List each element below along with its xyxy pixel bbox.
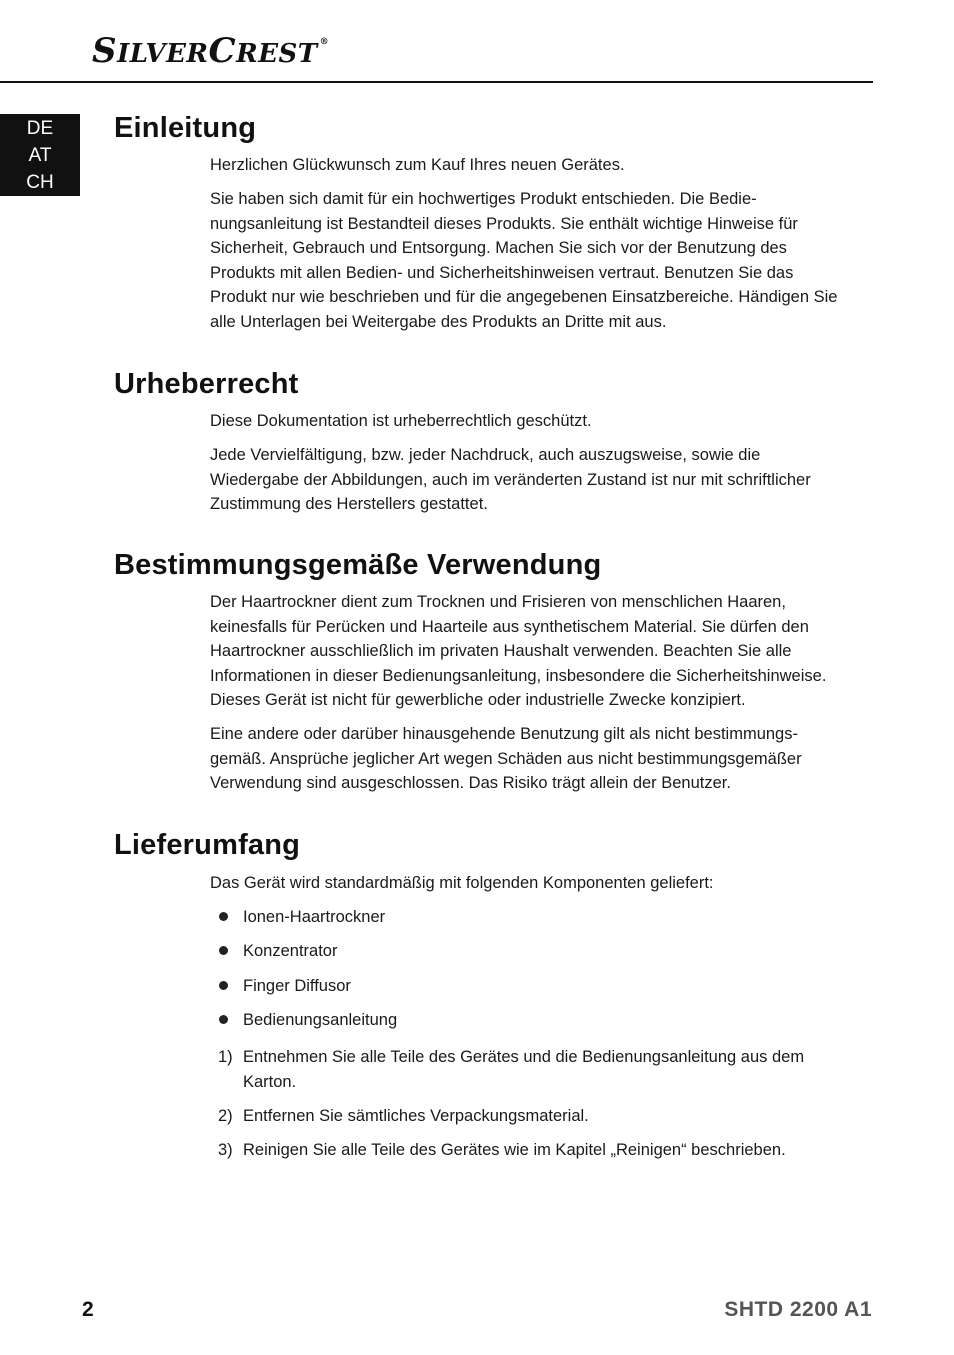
model-number: SHTD 2200 A1 xyxy=(724,1298,872,1321)
heading-bestimmung: Bestimmungsgemäße Verwendung xyxy=(114,549,602,581)
language-tab xyxy=(0,114,80,196)
einleitung-paragraph-1: Herzlichen Glückwunsch zum Kauf Ihres neuen Gerätes. xyxy=(210,156,625,174)
list-item: Ionen-Haartrockner xyxy=(219,905,385,930)
urheberrecht-paragraph-1: Diese Dokumentation ist urheberrechtlich geschützt. xyxy=(210,412,592,430)
bullet-icon xyxy=(219,981,228,990)
header-rule xyxy=(0,81,873,83)
step-item: 1) Entnehmen Sie alle Teile des Gerätes und die Bedienungsanleitung aus dem Karton. xyxy=(218,1048,805,1091)
lang-at: AT xyxy=(28,145,52,166)
bullet-icon xyxy=(219,946,228,955)
heading-urheberrecht: Urheberrecht xyxy=(114,368,299,400)
bestimmung-paragraph-2: Eine andere oder darüber hinausgehende Benutzung gilt als nicht bestimmungsgemäß. Ansprüche jeglicher Art wegen Schäden aus nicht bestimmungsgemäßer Verwendung sind ausgeschlossen. Das Risiko trägt allein der Benutzer. xyxy=(210,725,802,793)
lang-ch: CH xyxy=(26,172,54,193)
list-item: Bedienungsanleitung xyxy=(219,1008,397,1033)
bestimmung-paragraph-1: Der Haartrockner dient zum Trocknen und Frisieren von menschlichen Haaren, keinesfalls für Perücken und Haarteile aus synthetischem Material. Sie dürfen den Haartrockner ausschließlich im privaten Haushalt verwenden. Beachten Sie alle Informationen in dieser Bedienungsanleitung, insbesondere die Sicherheitshinweise. Dieses Gerät ist nicht für gewerbliche oder industrielle Zwecke konzipiert. xyxy=(210,593,827,710)
page-number: 2 xyxy=(82,1298,94,1321)
step-item: 3) Reinigen Sie alle Teile des Gerätes wie im Kapitel „Reinigen“ beschrieben. xyxy=(218,1141,786,1159)
heading-lieferumfang: Lieferumfang xyxy=(114,829,301,861)
bullet-icon xyxy=(219,1015,228,1024)
heading-einleitung: Einleitung xyxy=(114,112,257,144)
urheberrecht-paragraph-2: Jede Vervielfältigung, bzw. jeder Nachdruck, auch auszugsweise, sowie die Wiedergabe der Abbildungen, auch im veränderten Zustand ist nur mit schriftlicher Zustimmung des Herstellers gestattet. xyxy=(210,446,811,514)
bullet-icon xyxy=(219,912,228,921)
list-item: Konzentrator xyxy=(219,939,337,964)
brand-logo: SILVERCREST ® xyxy=(92,31,330,71)
list-item: Finger Diffusor xyxy=(219,974,351,999)
step-item: 2) Entfernen Sie sämtliches Verpackungsmaterial. xyxy=(218,1107,589,1125)
lieferumfang-intro: Das Gerät wird standardmäßig mit folgenden Komponenten geliefert: xyxy=(210,874,714,892)
lang-de: DE xyxy=(26,118,54,139)
einleitung-paragraph-2: Sie haben sich damit für ein hochwertiges Produkt entschieden. Die Bedienungsanleitung ist Bestandteil dieses Produkts. Sie enthält wichtige Hinweise für Sicherheit, Gebrauch und Entsorgung. Machen Sie sich vor der Benutzung des Produkts mit allen Bedien- und Sicherheitshinweisen vertraut. Benutzen Sie das Produkt nur wie beschrieben und für die angegebenen Einsatzbereiche. Händigen Sie alle Unterlagen bei Weitergabe des Produkts an Dritte mit aus. xyxy=(210,190,838,331)
